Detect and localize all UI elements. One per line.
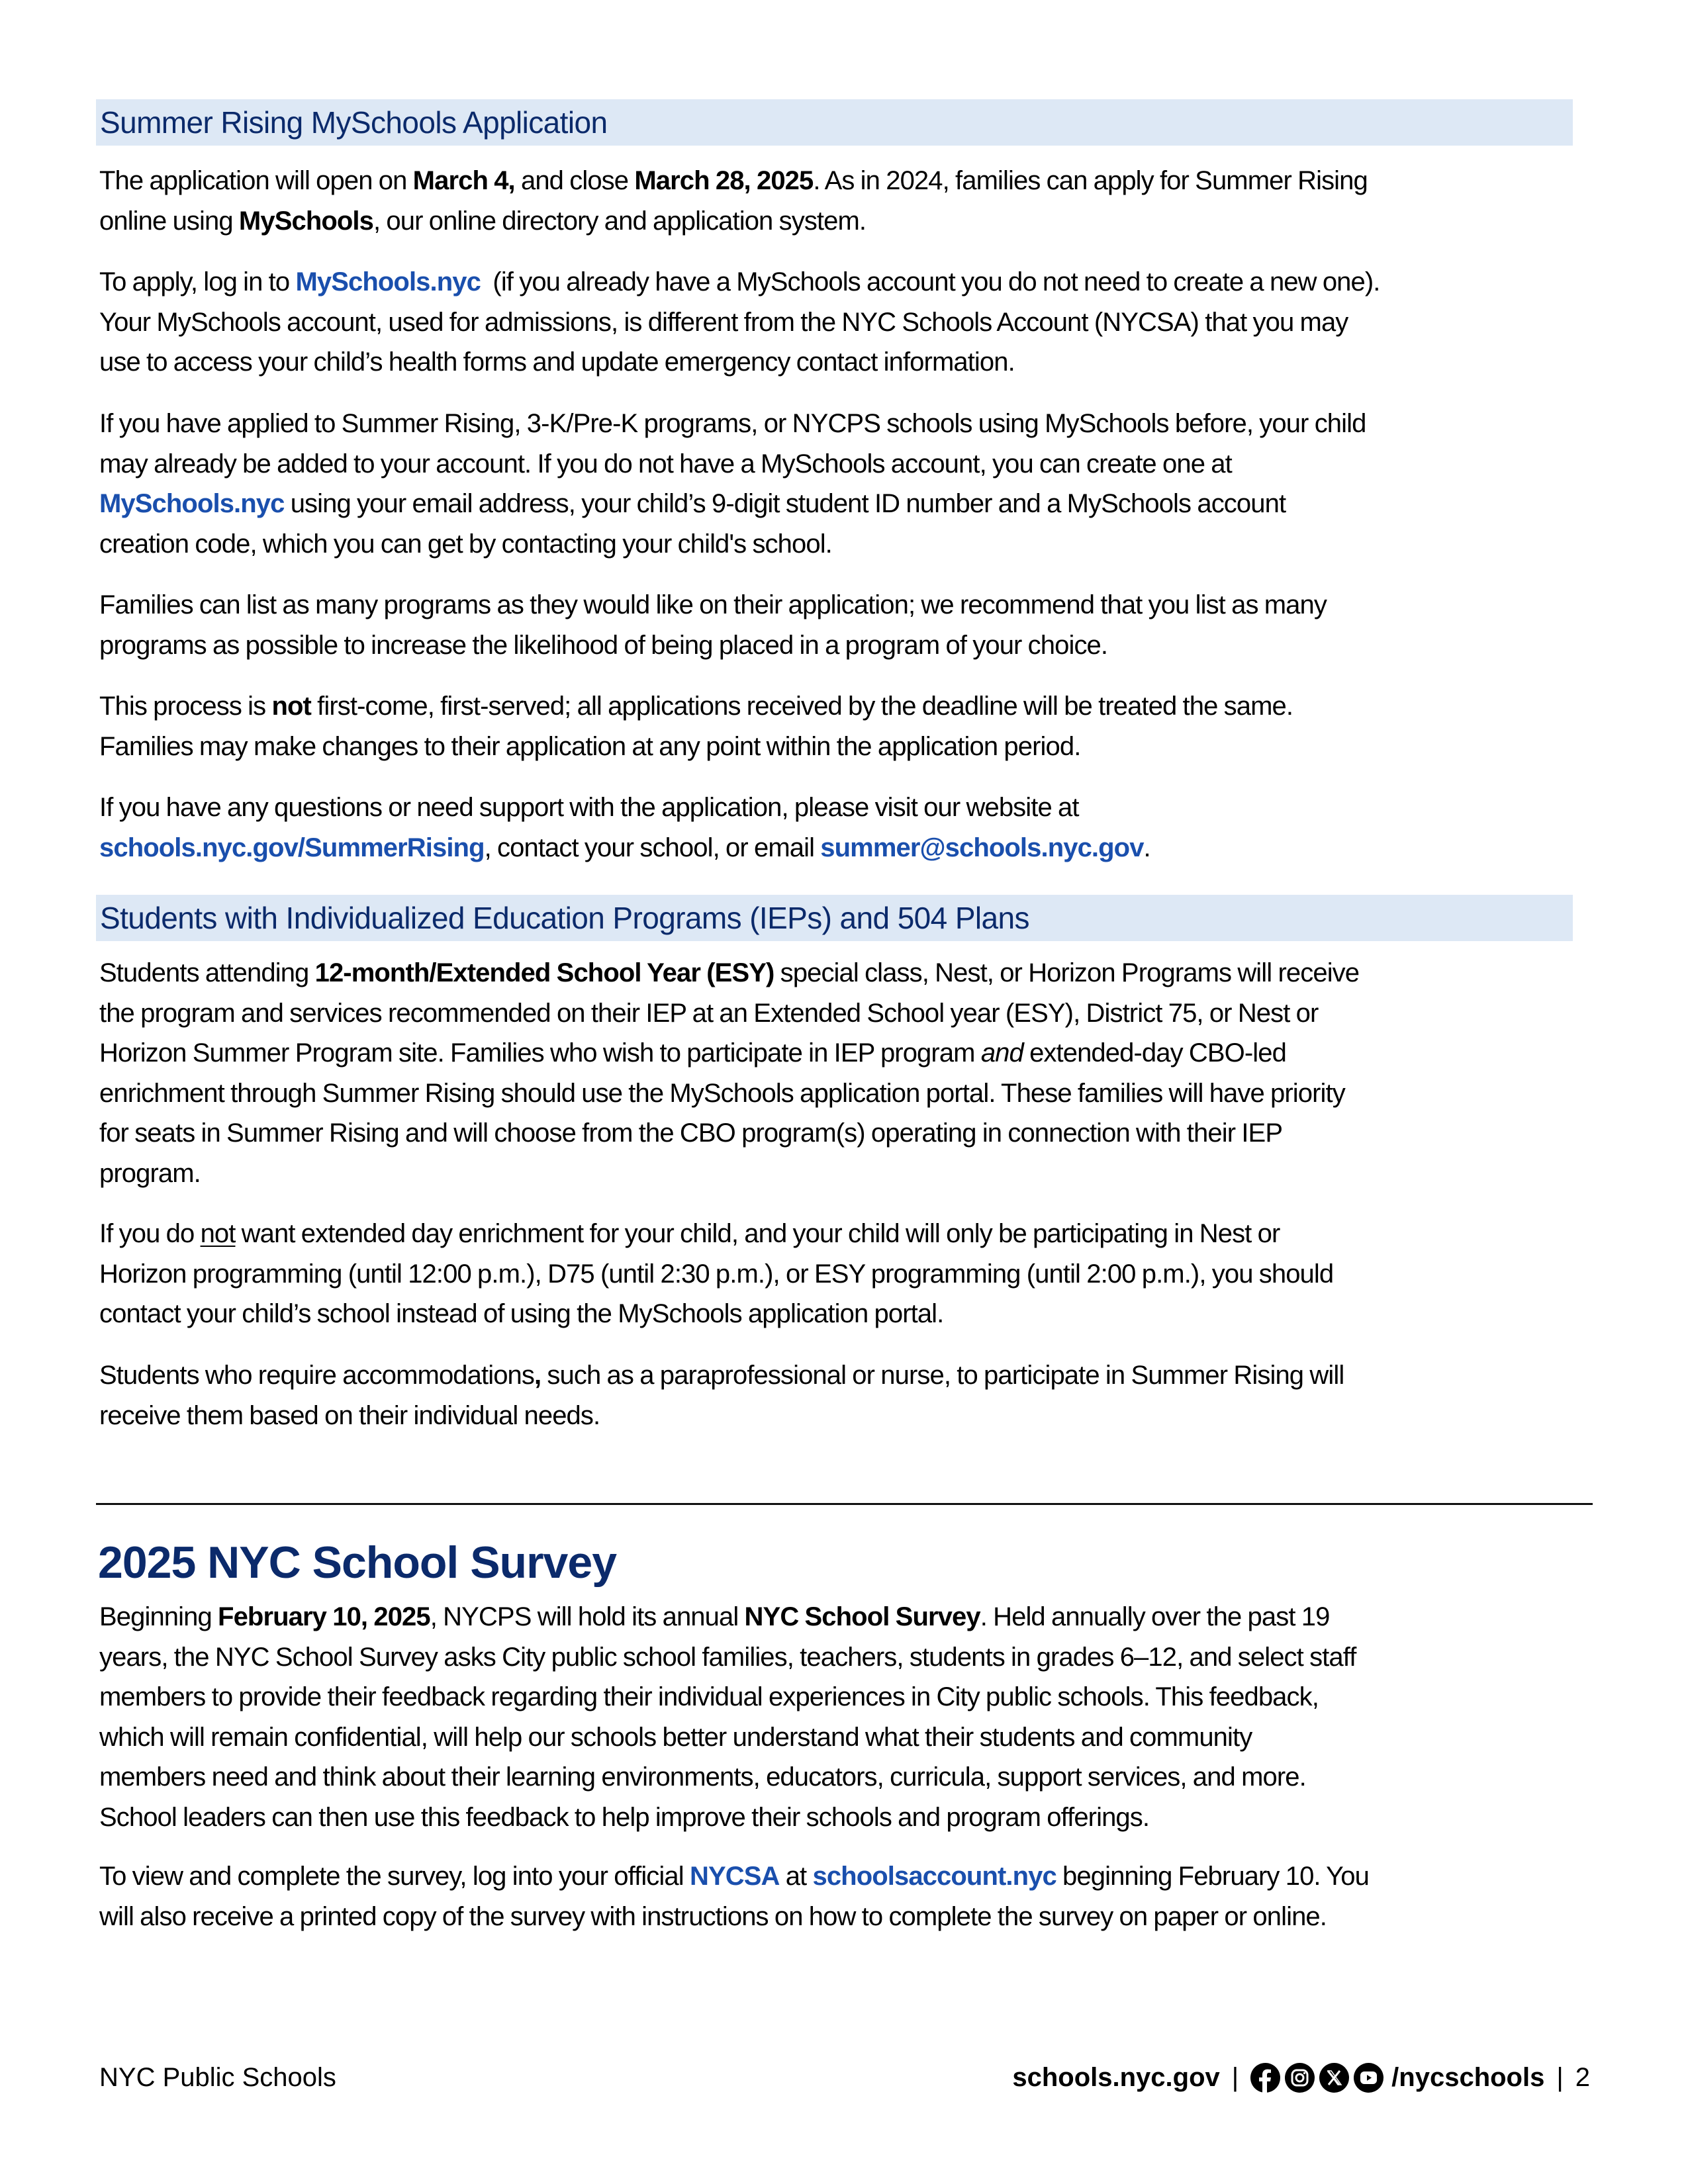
facebook-icon[interactable] [1250,2063,1280,2093]
youtube-icon[interactable] [1354,2063,1383,2093]
paragraph-accommodations [99,1355,1582,1435]
myschools-link[interactable]: MySchools.nyc [295,267,481,296]
text: To apply, log in to [99,267,296,296]
paragraph-list-programs [99,585,1582,665]
summer-email-link[interactable]: summer@schools.nyc.gov [820,833,1144,862]
myschools-term: MySchools [238,206,373,236]
open-date: March 4, [412,166,515,195]
text: (if you already have a MySchools account you do not need to create a new one). [480,267,1380,296]
footer-links [1012,2061,1590,2094]
text: To view and complete the survey, log into your official [99,1862,690,1891]
text: Students who require accommodations [99,1361,534,1390]
text: first-come, first-served; all applications received by the deadline will be treated the same. [310,692,1293,721]
text: for seats in Summer Rising and will choose from the CBO program(s) operating in connection with their IEP [99,1118,1283,1148]
myschools-link[interactable]: MySchools.nyc [99,489,285,518]
text: Your MySchools account, used for admissions, is different from the NYC Schools Account (NYCSA) that you may [99,307,1348,337]
text: , contact your school, or email [484,833,821,862]
text: will also receive a printed copy of the survey with instructions on how to complete the survey on paper or online. [99,1901,1327,1931]
text: Families can list as many programs as they would like on their application; we recommend that you list as many [99,590,1327,619]
text: creation code, which you can get by contacting your child's school. [99,529,832,559]
text: such as a paraprofessional or nurse, to participate in Summer Rising will [541,1361,1344,1390]
text: extended-day CBO-led [1023,1038,1286,1068]
paragraph-application-dates [99,161,1582,241]
close-date: March 28, 2025 [634,166,814,195]
text: . [1143,833,1150,862]
text: want extended day enrichment for your child, and your child will only be participating in Nest or [235,1219,1280,1248]
esy-term: 12-month/Extended School Year (ESY) [314,958,774,987]
social-icons [1250,2063,1383,2093]
text: The application will open on [99,166,413,195]
section-header-iep [96,895,1573,941]
summer-rising-website-link[interactable]: schools.nyc.gov/SummerRising [99,833,485,862]
text: This process is [99,692,272,721]
text: years, the NYC School Survey asks City public school families, teachers, students in grades 6–12, and select staff [99,1642,1356,1672]
paragraph-how-to-apply [99,262,1582,383]
paragraph-existing-account [99,404,1582,564]
section-heading: Students with Individualized Education Programs (IEPs) and 504 Plans [100,901,1029,935]
section-heading: Summer Rising MySchools Application [100,105,608,140]
text: enrichment through Summer Rising should use the MySchools application portal. These families will have priority [99,1078,1345,1108]
survey-start-date: February 10, 2025 [218,1602,430,1631]
paragraph-esy-programs [99,953,1582,1193]
text: , NYCPS will hold its annual [430,1602,745,1631]
footer-separator: | [1231,2063,1239,2092]
instagram-icon[interactable] [1285,2063,1315,2093]
text: Students attending [99,958,315,987]
text: . Held annually over the past 19 [980,1602,1330,1631]
page-number: 2 [1575,2063,1590,2092]
emphasis-and: and [980,1038,1023,1068]
x-icon[interactable] [1319,2063,1349,2093]
survey-name: NYC School Survey [744,1602,980,1631]
text: If you do [99,1219,201,1248]
footer-org-name: NYC Public Schools [99,2063,336,2092]
footer-site-link[interactable]: schools.nyc.gov [1012,2063,1220,2092]
text: which will remain confidential, will help our schools better understand what their students and community [99,1722,1252,1752]
section-header-summer-rising [96,99,1573,146]
social-handle: /nycschools [1391,2063,1545,2092]
paragraph-questions [99,788,1582,868]
paragraph-not-first-come [99,686,1582,766]
text: using your email address, your child’s 9-digit student ID number and a MySchools account [284,489,1286,518]
text: use to access your child’s health forms and update emergency contact information. [99,347,1015,377]
footer-separator: | [1556,2063,1564,2092]
text: programs as possible to increase the likelihood of being placed in a program of your choice. [99,630,1108,660]
text: contact your child’s school instead of using the MySchools application portal. [99,1299,944,1328]
text: Horizon programming (until 12:00 p.m.), D75 (until 2:30 p.m.), or ESY programming (until 2:00 p.m.), you should [99,1259,1334,1289]
paragraph-survey-intro [99,1597,1582,1837]
text: may already be added to your account. If you do not have a MySchools account, you can create one at [99,449,1232,478]
text: Families may make changes to their application at any point within the application period. [99,731,1081,761]
emphasis-not: not [200,1219,236,1248]
text: Beginning [99,1602,218,1631]
text: special class, Nest, or Horizon Programs will receive [774,958,1360,987]
text: at [779,1862,813,1891]
nycsa-link[interactable]: NYCSA [689,1862,780,1891]
text: members to provide their feedback regarding their individual experiences in City public schools. This feedback, [99,1682,1319,1711]
text: members need and think about their learning environments, educators, curricula, support services, and more. [99,1762,1306,1792]
page-title: 2025 NYC School Survey [98,1537,617,1588]
section-divider [96,1503,1593,1505]
text: the program and services recommended on their IEP at an Extended School year (ESY), District 75, or Nest or [99,998,1319,1028]
text: . As in 2024, families can apply for Summer Rising [813,166,1368,195]
text: , our online directory and application system. [373,206,867,236]
text: If you have any questions or need support with the application, please visit our website at [99,793,1079,822]
text: receive them based on their individual needs. [99,1400,600,1430]
text: beginning February 10. You [1056,1862,1369,1891]
text: online using [99,206,239,236]
paragraph-no-extended-day [99,1214,1582,1334]
text: , [534,1361,541,1390]
emphasis-not: not [271,692,311,721]
text: program. [99,1158,201,1188]
text: and close [514,166,635,195]
schoolsaccount-link[interactable]: schoolsaccount.nyc [812,1862,1056,1891]
text: Horizon Summer Program site. Families who wish to participate in IEP program [99,1038,981,1068]
text: School leaders can then use this feedback to help improve their schools and program offerings. [99,1802,1150,1832]
text: If you have applied to Summer Rising, 3-K/Pre-K programs, or NYCPS schools using MySchools before, your child [99,409,1366,438]
paragraph-survey-how-to [99,1856,1582,1936]
